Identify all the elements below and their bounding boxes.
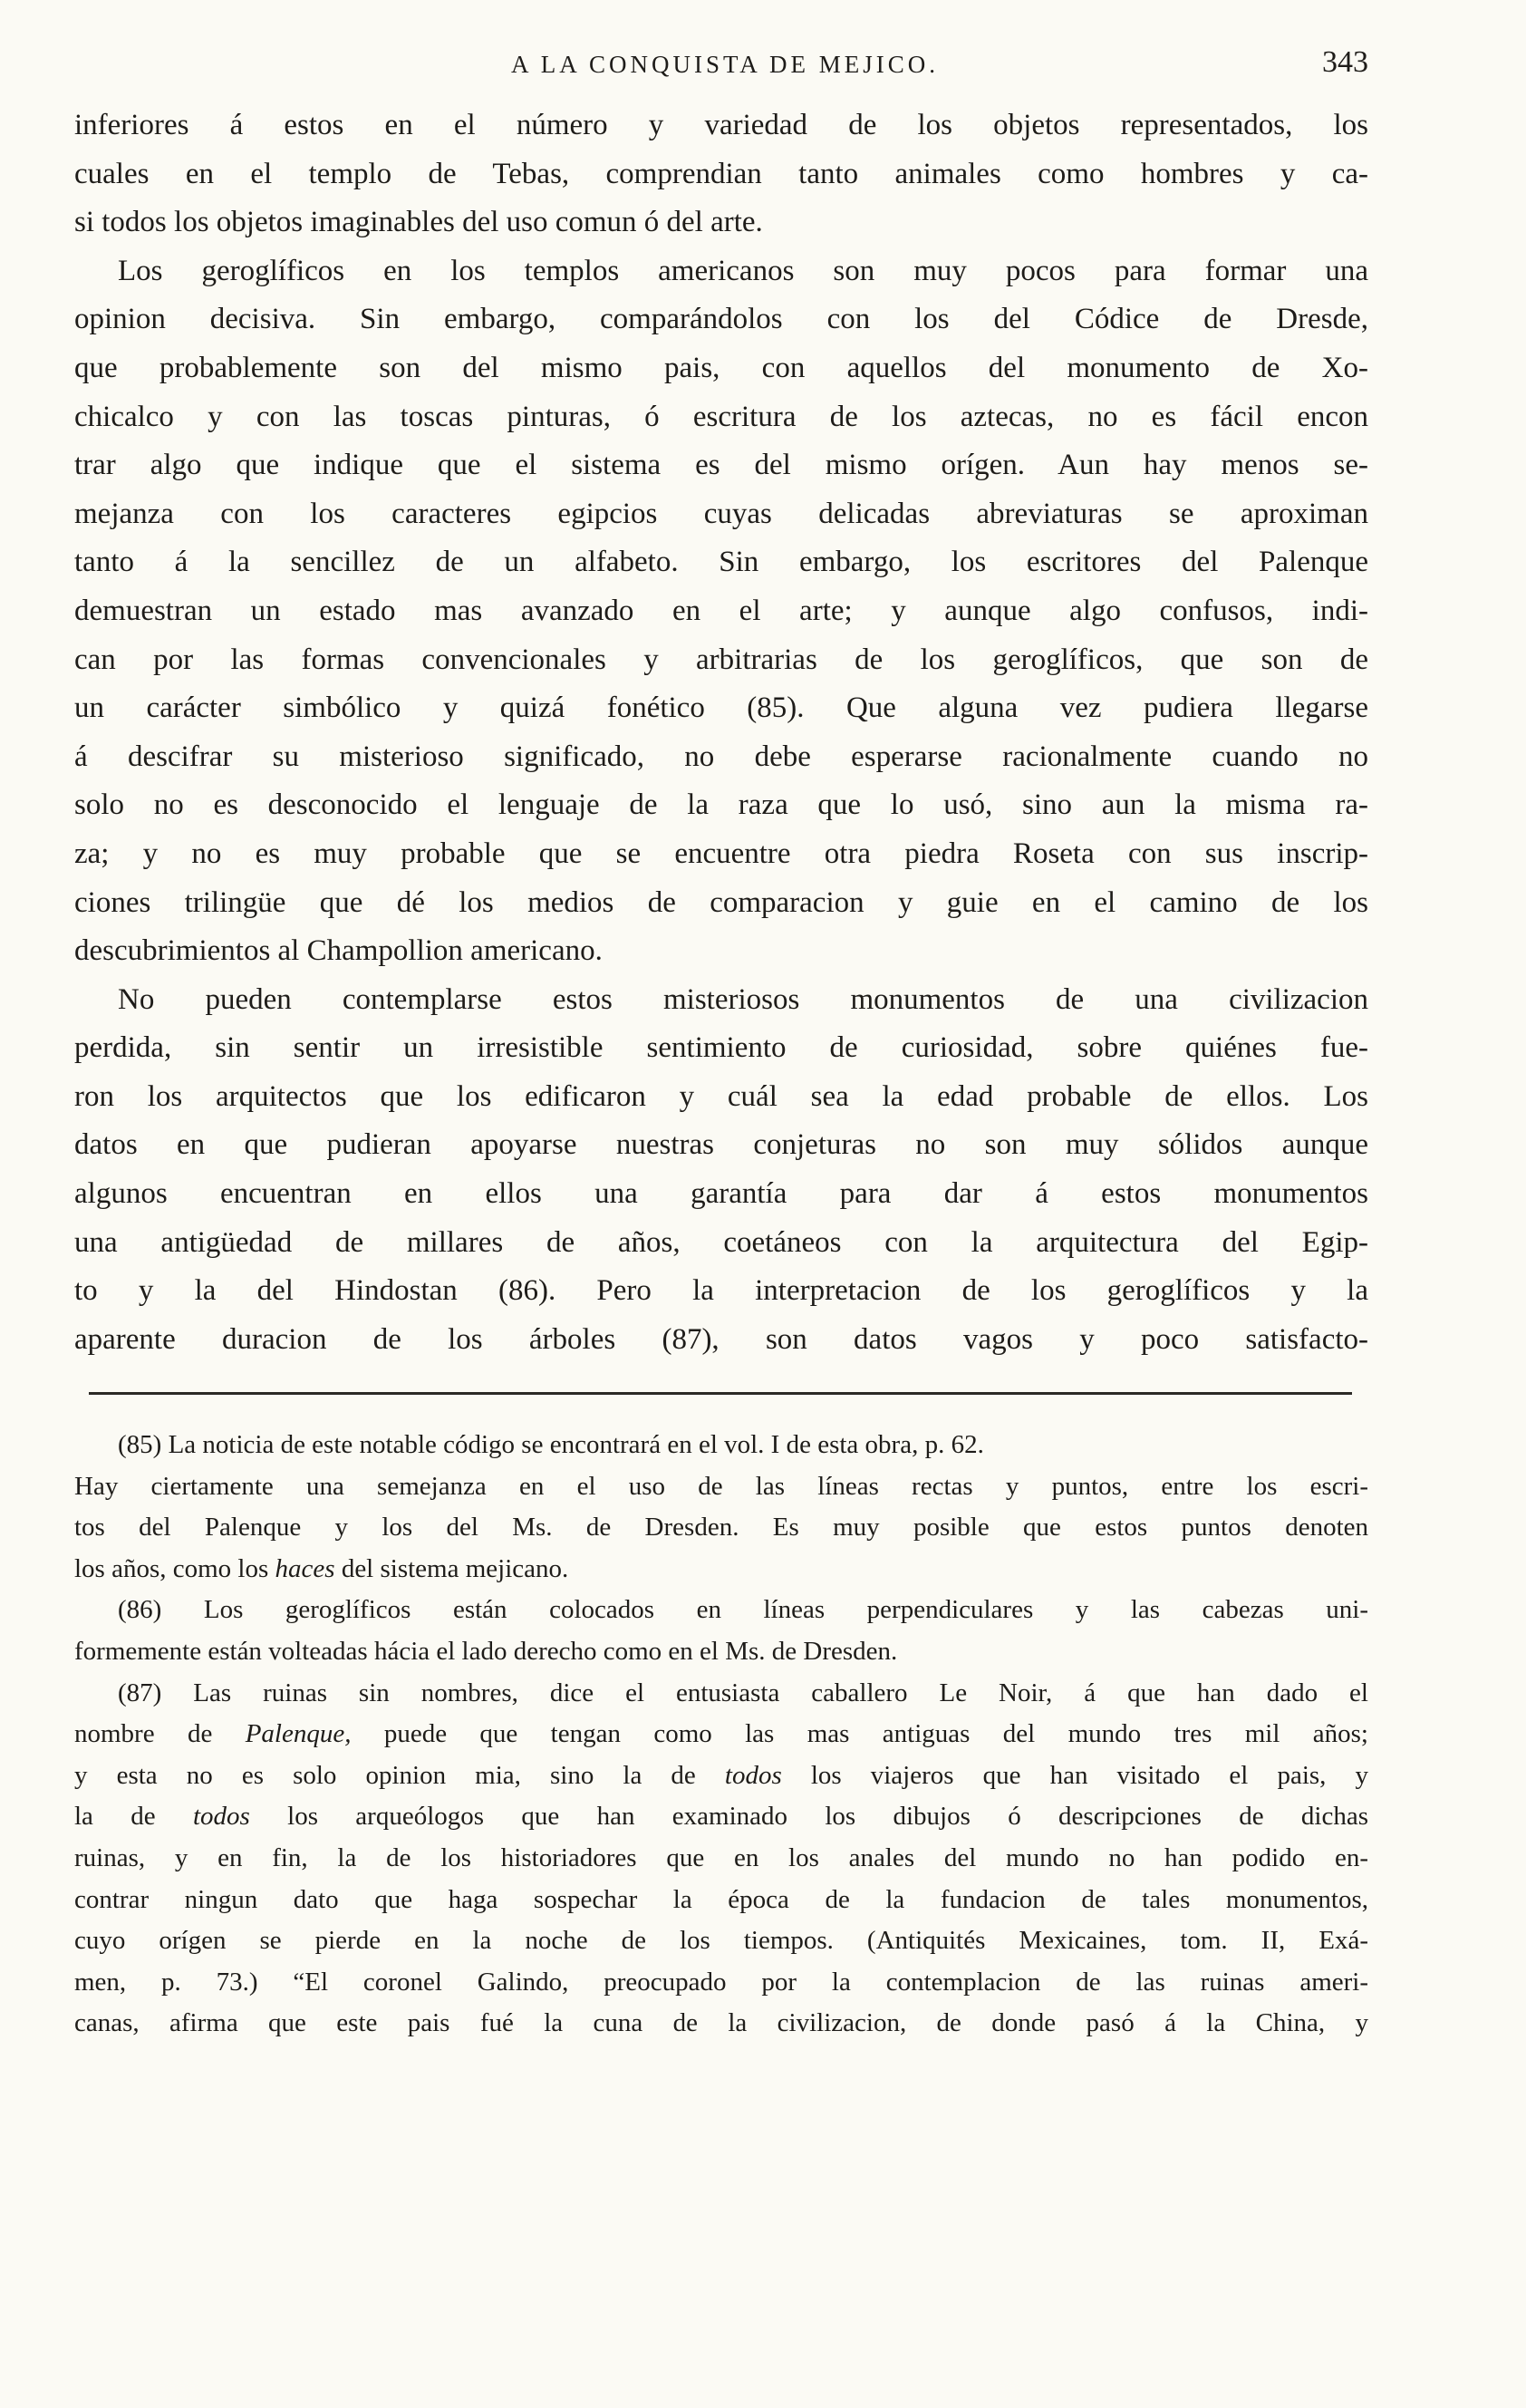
body-line: algunos encuentran en ellos una garantía para dar á estos monumentos (74, 1177, 1368, 1211)
footnote-text: los viajeros que han visitado el pais, y (781, 1760, 1368, 1790)
footnote-text: la de (74, 1802, 193, 1832)
body-line: un carácter simbólico y quizá fonético (85). Que alguna vez pudiera llegarse (74, 691, 1368, 725)
main-text (74, 102, 1368, 1364)
body-line: una antigüedad de millares de años, coetáneos con la arquitectura del Egip- (74, 1225, 1368, 1259)
body-line: demuestran un estado mas avanzado en el arte; y aunque algo confusos, indi- (74, 594, 1368, 627)
footnote-line: cuyo orígen se pierde en la noche de los tiempos. (Antiquités Mexicaines, tom. II, Exá- (74, 1926, 1368, 1956)
body-line: cuales en el templo de Tebas, comprendian tanto animales como hombres y ca- (74, 157, 1368, 190)
footnote-line: tos del Palenque y los del Ms. de Dresden. Es muy posible que estos puntos denoten (74, 1513, 1368, 1542)
body-line: chicalco y con las toscas pinturas, ó escritura de los aztecas, no es fácil encon (74, 400, 1368, 433)
footnote-line (74, 1796, 1368, 1838)
body-line: ciones trilingüe que dé los medios de comparacion y guie en el camino de los (74, 885, 1368, 919)
running-title: A LA CONQUISTA DE MEJICO. (510, 51, 940, 78)
footnote-line: Hay ciertamente una semejanza en el uso de las líneas rectas y puntos, entre los escri- (74, 1471, 1368, 1501)
footnote-line: (85) La noticia de este notable código se encontrará en el vol. I de esta obra, p. 62. (118, 1430, 984, 1459)
body-line: trar algo que indique que el sistema es del mismo orígen. Aun hay menos se- (74, 449, 1368, 482)
body-line: No pueden contemplarse estos misteriosos monumentos de una civilizacion (118, 982, 1368, 1016)
footnote-text: del sistema mejicano. (334, 1553, 569, 1583)
footnote-italic-text: todos (192, 1802, 250, 1832)
body-line: za; y no es muy probable que se encuentre otra piedra Roseta con sus inscrip- (74, 837, 1368, 870)
body-line: si todos los objetos imaginables del uso comun ó del arte. (74, 206, 763, 239)
footnote-line: (86) Los geroglíficos están colocados en líneas perpendiculares y las cabezas uni- (118, 1595, 1368, 1625)
footnote-text: los años, como los (74, 1553, 275, 1583)
footnote-line: (87) Las ruinas sin nombres, dice el entusiasta caballero Le Noir, á que han dado el (118, 1678, 1368, 1707)
footnote-text: y esta no es solo opinion mia, sino la de (74, 1760, 725, 1790)
body-line: tanto á la sencillez de un alfabeto. Sin embargo, los escritores del Palenque (74, 546, 1368, 579)
body-line: solo no es desconocido el lenguaje de la raza que lo usó, sino aun la misma ra- (74, 788, 1368, 822)
footnote-text: puede que tengan como las mas antiguas del mundo tres mil años; (351, 1719, 1368, 1749)
footnote-line (74, 1714, 1368, 1755)
body-line: perdida, sin sentir un irresistible sentimiento de curiosidad, sobre quiénes fue- (74, 1031, 1368, 1065)
body-line: mejanza con los caracteres egipcios cuyas delicadas abreviaturas se aproximan (74, 497, 1368, 530)
footnote-line: contrar ningun dato que haga sospechar la época de la fundacion de tales monumentos, (74, 1884, 1368, 1914)
page-number: 343 (1322, 45, 1368, 79)
body-line: ron los arquitectos que los edificaron y cuál sea la edad probable de ellos. Los (74, 1079, 1368, 1113)
body-line: datos en que pudieran apoyarse nuestras conjeturas no son muy sólidos aunque (74, 1128, 1368, 1162)
footnote-line: men, p. 73.) “El coronel Galindo, preocupado por la contemplacion de las ruinas ameri- (74, 1967, 1368, 1997)
body-line: aparente duracion de los árboles (87), son datos vagos y poco satisfacto- (74, 1322, 1368, 1356)
footnote-line: formemente están volteadas hácia el lado derecho como en el Ms. de Dresden. (74, 1636, 898, 1666)
body-line: opinion decisiva. Sin embargo, comparándolos con los del Códice de Dresde, (74, 303, 1368, 336)
footnote-line (74, 1549, 1368, 1591)
running-head (82, 45, 1368, 91)
footnote-italic-text: Palenque, (245, 1719, 352, 1749)
footnote-line: canas, afirma que este pais fué la cuna de la civilizacion, de donde pasó á la China, y (74, 2008, 1368, 2038)
body-line: que probablemente son del mismo pais, con aquellos del monumento de Xo- (74, 351, 1368, 384)
body-line: á descifrar su misterioso significado, no debe esperarse racionalmente cuando no (74, 740, 1368, 773)
footnotes (74, 1425, 1368, 2045)
body-line: descubrimientos al Champollion americano. (74, 934, 603, 968)
body-line: inferiores á estos en el número y variedad de los objetos representados, los (74, 109, 1368, 141)
body-line: to y la del Hindostan (86). Pero la interpretacion de los geroglíficos y la (74, 1274, 1368, 1308)
body-line: Los geroglíficos en los templos americanos son muy pocos para formar una (118, 254, 1368, 287)
footnote-line (74, 1755, 1368, 1797)
footnote-text: los arqueólogos que han examinado los dibujos ó descripciones de dichas (249, 1802, 1368, 1832)
footnote-text: nombre de (74, 1719, 246, 1749)
body-line: can por las formas convencionales y arbitrarias de los geroglíficos, que son de (74, 643, 1368, 676)
footnote-italic-text: haces (275, 1553, 335, 1583)
footnote-italic-text: todos (724, 1760, 782, 1790)
footnote-rule (89, 1392, 1352, 1395)
footnote-line: ruinas, y en fin, la de los historiadores que en los anales del mundo no han podido en- (74, 1842, 1368, 1872)
